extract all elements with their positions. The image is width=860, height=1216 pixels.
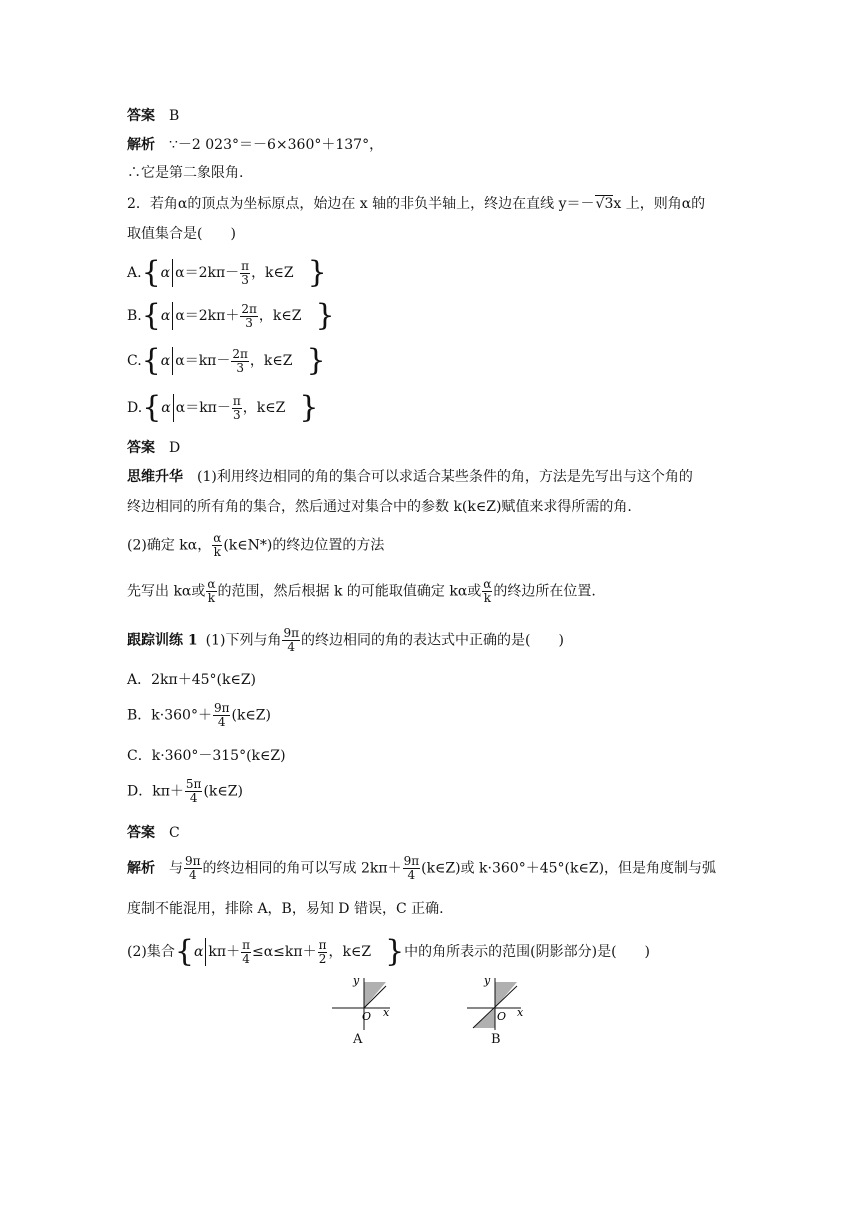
practice-question-1 [127,627,564,661]
option-text: D．kπ＋ [127,783,184,800]
frac-num: π [242,937,250,952]
frac-num: α [207,577,216,591]
x-label: x [383,1006,390,1019]
analysis-text: ∵－2 023°＝－6×360°＋137°， [169,137,384,153]
left-brace: { [141,298,161,333]
answer-value: C [169,825,180,841]
insight-text: 的范围，然后根据 k 的可能取值确定 kα或 [217,583,482,600]
option-expr: α＝kπ－ [175,400,231,416]
question-text: 中的角所表示的范围(阴影部分)是( ) [404,944,651,960]
q2-stem-line1 [127,194,705,214]
fraction [318,939,328,966]
q1-analysis-line [127,135,383,155]
fraction [240,260,250,287]
origin-label: O [497,1010,507,1023]
left-brace: { [142,390,162,425]
frac-den: 4 [407,868,416,882]
practice-analysis-line1 [127,855,716,889]
right-brace: } [299,390,319,425]
frac-den: 4 [189,791,198,805]
set-bar [172,347,173,375]
practice-option-c: C．k·360°－315°(k∈Z) [127,748,286,764]
frac-den: 4 [242,951,250,966]
x-label: x [517,1006,524,1019]
set-bar [172,259,173,287]
frac-den: 4 [217,715,226,729]
fraction [403,855,421,882]
diagram-a [328,972,398,1032]
insight-text: 先写出 kα或 [127,583,206,600]
insight-text: (k∈N*)的终边位置的方法 [223,537,385,554]
practice-answer-line [127,823,180,843]
insight-text: 的终边所在位置. [493,583,596,600]
q2-stem-line2: 取值集合是( ) [127,226,236,242]
practice-question-2 [127,934,651,971]
frac-num: 2π [232,346,248,361]
diagram-a-caption: A [353,1032,363,1047]
left-brace: { [141,255,161,290]
set-bar [173,394,174,422]
frac-den: 4 [188,868,197,882]
y-label: y [353,974,360,987]
option-expr: α＝2kπ－ [175,265,240,281]
set-var: α [161,400,171,416]
q2-option-d [127,390,319,427]
analysis-label: 解析 [127,137,155,153]
left-brace: { [174,934,194,969]
frac-den: k [483,591,491,605]
set-expr: kπ＋ [208,944,241,960]
answer-label: 答案 [127,440,155,456]
analysis-text: 与 [169,860,183,877]
analysis-label: 解析 [127,860,155,877]
fraction [212,532,222,559]
frac-num: 9π [213,701,230,715]
fraction [231,348,249,375]
q2-answer-line [127,438,180,458]
q1-answer-line [127,106,179,126]
set-expr: ≤α≤kπ＋ [251,944,317,960]
right-brace: } [315,298,335,333]
practice-analysis-line2: 度制不能混用，排除 A，B，易知 D 错误，C 正确. [127,901,444,917]
q2-option-b [127,298,335,335]
frac-num: α [213,531,222,545]
fraction [185,778,203,805]
q2-option-c [127,343,326,380]
stem-text: 2．若角α的顶点为坐标原点，始边在 x 轴的非负半轴上，终边在直线 y＝－ [127,196,595,212]
insight-line4 [127,578,596,612]
option-letter: A. [127,265,142,281]
option-text: (k∈Z) [231,707,271,724]
frac-den: 3 [233,407,241,422]
practice-option-b [127,702,271,736]
answer-value: D [169,440,181,456]
frac-num: π [241,258,250,273]
answer-label: 答案 [127,108,155,124]
fraction [482,578,492,605]
frac-den: 3 [245,315,253,330]
set-var: α [193,944,204,960]
fraction [184,855,202,882]
frac-den: 3 [241,272,249,287]
fraction [213,702,231,729]
frac-den: 2 [318,951,327,966]
left-brace: { [141,343,161,378]
right-brace: } [307,255,327,290]
sqrt-value: 3 [604,196,614,212]
question-text: (2)集合 [127,944,175,960]
frac-num: 9π [185,854,201,868]
set-var: α [160,308,171,324]
option-letter: B. [127,308,142,324]
analysis-text: 的终边相同的角可以写成 2kπ＋ [202,860,402,877]
set-var: α [160,265,171,281]
option-expr: α＝kπ－ [175,353,231,369]
set-expr: ，k∈Z [328,944,372,960]
set-bar [172,302,173,330]
fraction [206,578,216,605]
origin-label: O [362,1010,372,1023]
frac-den: k [207,591,216,605]
option-expr: ，k∈Z [258,308,302,324]
fraction [240,303,258,330]
option-text: B．k·360°＋ [127,707,212,724]
practice-option-d [127,778,243,812]
sqrt-symbol: √3 [595,196,614,212]
frac-den: 3 [236,360,244,375]
practice-option-a: A．2kπ＋45°(k∈Z) [127,672,257,688]
option-expr: α＝2kπ＋ [175,308,240,324]
frac-num: 9π [403,854,420,868]
analysis-text: (k∈Z)或 k·360°＋45°(k∈Z)，但是角度制与弧 [421,860,717,877]
fraction [241,939,251,966]
y-label: y [484,974,491,987]
fraction [282,627,300,654]
practice-label: 跟踪训练 1 [127,632,198,649]
frac-den: k [213,545,221,559]
frac-den: 4 [287,640,296,654]
fraction [232,395,242,422]
frac-num: 2π [241,301,257,316]
diagram-b-caption: B [491,1032,501,1047]
insight-line3 [127,532,384,566]
set-var: α [160,353,171,369]
option-expr: ，k∈Z [251,265,294,281]
set-bar [205,938,206,966]
insight-line1 [127,467,693,487]
insight-text: (1)利用终边相同的角的集合可以求适合某些条件的角，方法是先写出与这个角的 [197,469,693,485]
q2-option-a [127,255,327,292]
question-text: 的终边相同的角的表达式中正确的是( ) [301,632,564,649]
insight-label: 思维升华 [127,469,183,485]
q1-conclusion: ∴它是第二象限角. [127,165,244,181]
frac-num: 5π [185,777,202,791]
option-letter: D. [127,400,143,416]
frac-num: π [318,937,327,952]
diagram-b [465,972,535,1032]
answer-value: B [169,108,180,124]
question-text: (1)下列与角 [205,632,282,649]
frac-num: 9π [283,626,299,640]
frac-num: α [483,577,492,591]
insight-line2: 终边相同的所有角的集合，然后通过对集合中的参数 k(k∈Z)赋值来求得所需的角. [127,499,632,515]
option-text: (k∈Z) [203,783,243,800]
option-expr: ，k∈Z [242,400,286,416]
right-brace: } [385,934,405,969]
stem-text: x 上，则角α的 [613,196,706,212]
right-brace: } [306,343,326,378]
answer-label: 答案 [127,825,155,841]
insight-text: (2)确定 kα， [127,537,212,554]
option-letter: C. [127,353,142,369]
option-expr: ，k∈Z [249,353,293,369]
frac-num: π [232,393,241,408]
